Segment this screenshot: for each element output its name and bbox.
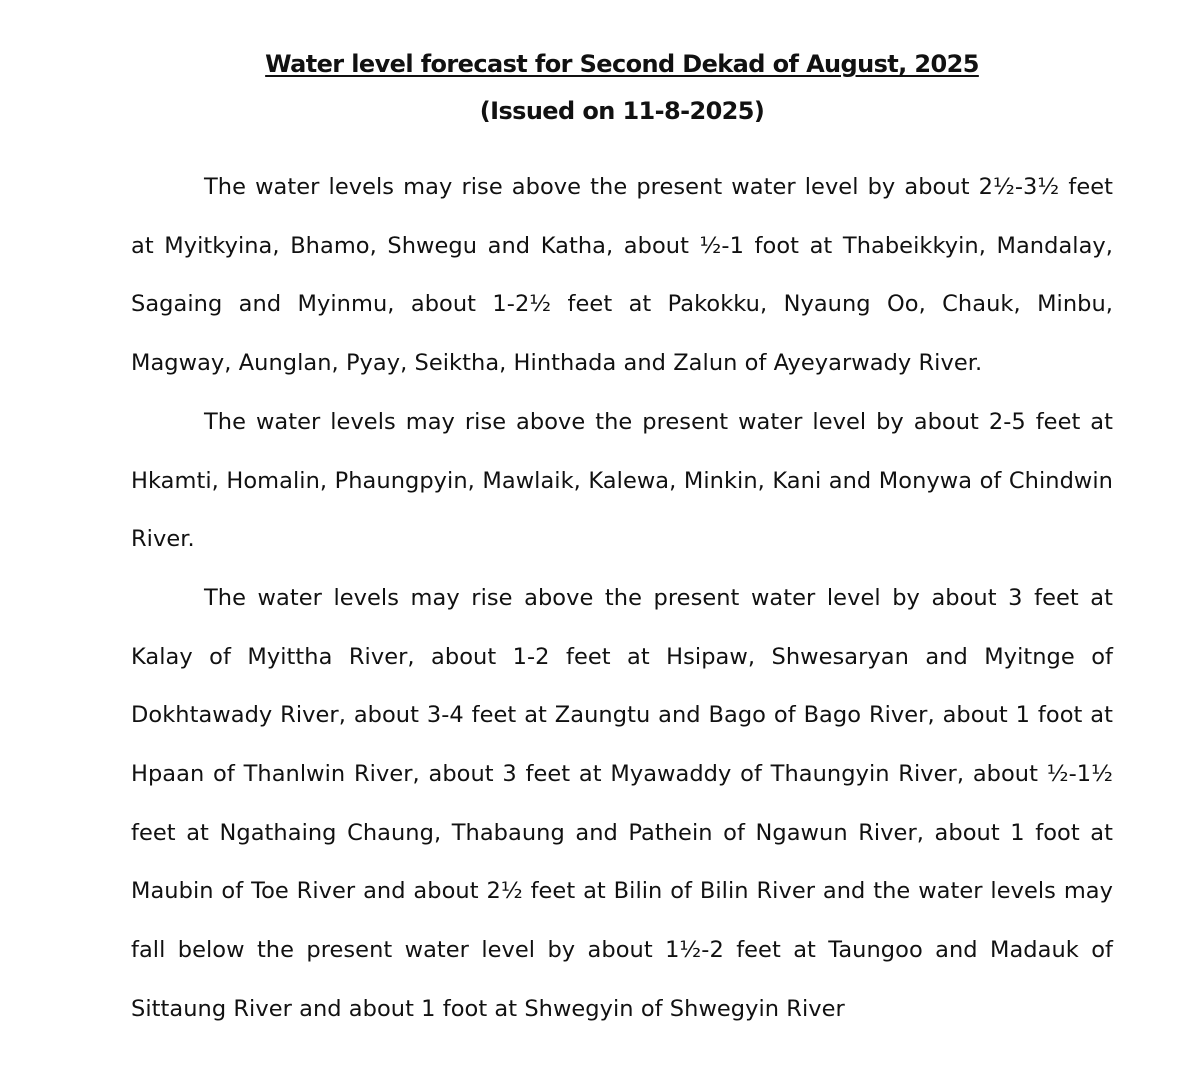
issued-date: (Issued on 11-8-2025) xyxy=(479,97,765,125)
document-body xyxy=(131,158,1113,1039)
paragraph-other-rivers: The water levels may rise above the present water level by about 3 feet at Kalay of Myittha River, about 1-2 feet at Hsipaw, Shwesaryan and Myitnge of Dokhtawady River, about 3-4 feet at Zaungtu and Bago of Bago River, about 1 foot at Hpaan of Thanlwin River, about 3 feet at Myawaddy of Thaungyin River, about ½-1½ feet at Ngathaing Chaung, Thabaung and Pathein of Ngawun River, about 1 foot at Maubin of Toe River and about 2½ feet at Bilin of Bilin River and the water levels may fall below the present water level by about 1½-2 feet at Taungoo and Madauk of Sittaung River and about 1 foot at Shwegyin of Shwegyin River xyxy=(131,584,1113,1022)
document-title-text: Water level forecast for Second Dekad of August, 2025 xyxy=(265,50,979,78)
paragraph-ayeyarwady: The water levels may rise above the present water level by about 2½-3½ feet at Myitkyina, Bhamo, Shwegu and Katha, about ½-1 foot at Thabeikkyin, Mandalay, Sagaing and Myinmu, about 1-2½ feet at Pakokku, Nyaung Oo, Chauk, Minbu, Magway, Aunglan, Pyay, Seiktha, Hinthada and Zalun of Ayeyarwady River. xyxy=(131,174,1113,377)
document-title xyxy=(0,46,1200,82)
paragraph-chindwin: The water levels may rise above the present water level by about 2-5 feet at Hkamti, Homalin, Phaungpyin, Mawlaik, Kalewa, Minkin, Kani and Monywa of Chindwin River. xyxy=(131,408,1113,553)
